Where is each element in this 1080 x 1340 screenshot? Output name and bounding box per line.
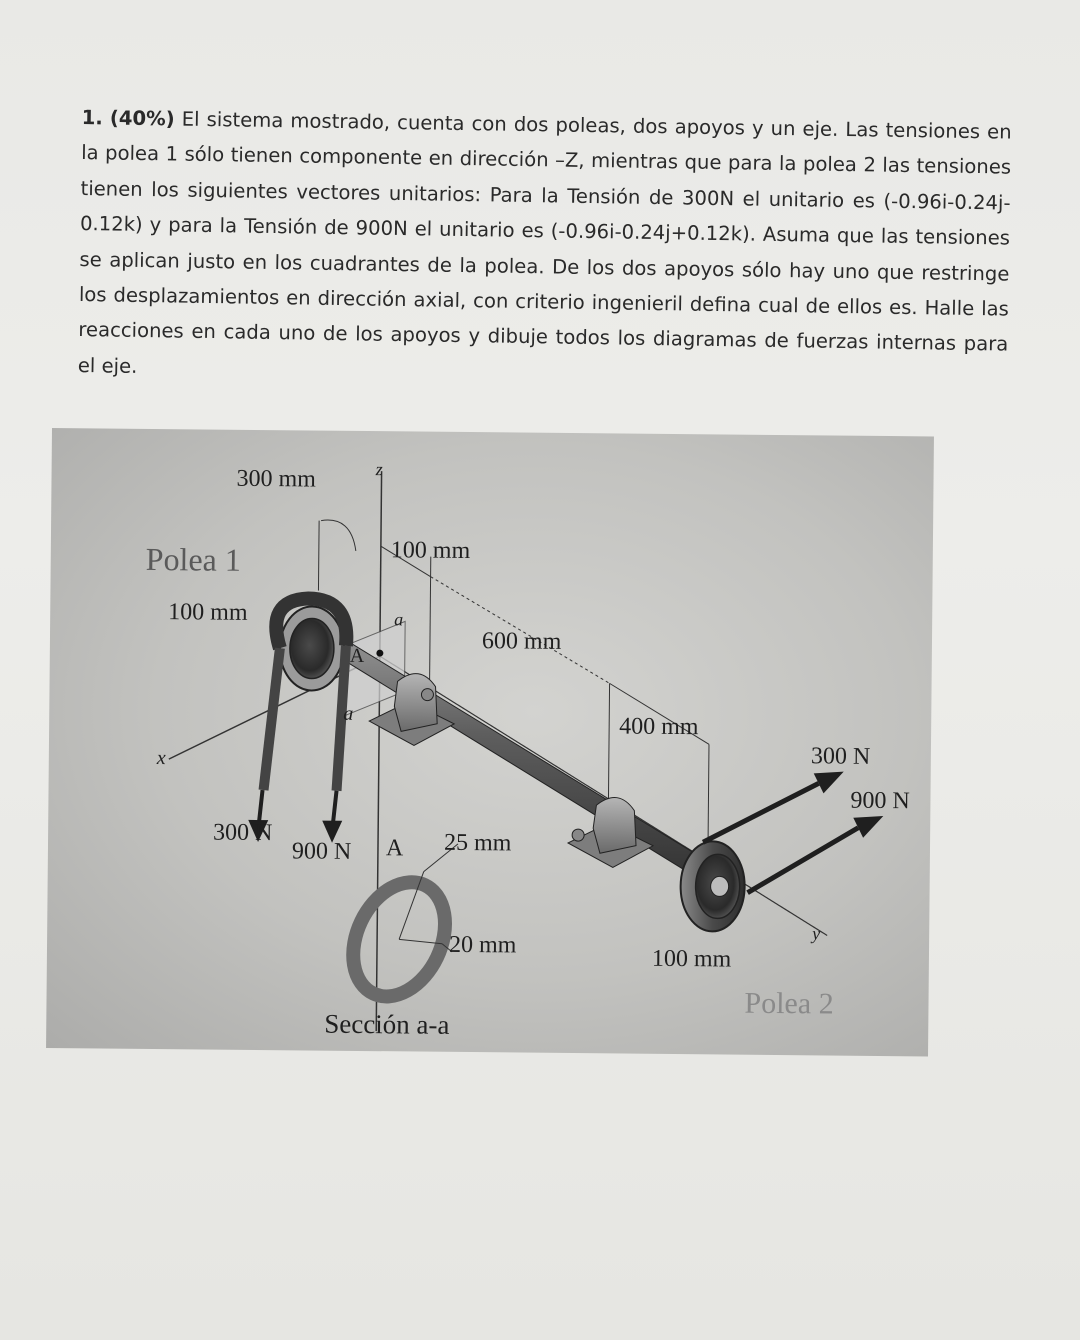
dim-leader-300 [321,520,356,551]
shaft-figure [46,428,934,1056]
label-dim-300: 300 mm [236,465,316,493]
label-force-300-left: 300 N [212,819,273,847]
force-arrow-900-right [748,827,859,894]
label-axis-z: z [375,459,383,480]
ext-line-pulley2 [708,744,709,839]
label-dim-400: 400 mm [619,713,699,741]
shaft [310,626,741,897]
label-section-caption: Sección a-a [324,1008,450,1040]
label-axis-y: y [812,923,821,944]
label-dim-100-left: 100 mm [168,599,248,626]
shaft-drawing [46,428,934,1056]
problem-statement [78,100,1012,398]
label-dim-20: 20 mm [448,931,517,959]
label-section-point-A: A [385,835,404,862]
label-dim-600: 600 mm [481,628,562,655]
label-force-300-right: 300 N [810,743,871,770]
label-pulley2: Polea 2 [744,986,834,1021]
force-arrow-300-right [703,782,819,843]
pulley1-hub [290,618,335,678]
label-section-a-bottom: a [343,702,354,725]
label-section-a-top: a [394,609,404,630]
label-force-900-right: 900 N [850,787,910,815]
label-force-900-left: 900 N [291,838,352,865]
ext-line-pulley1 [318,521,319,591]
y-axis-line [377,656,830,935]
bearing2-bolt [572,829,584,841]
pulley2-center [711,876,729,896]
z-axis-line [376,471,381,1031]
label-dim-25: 25 mm [443,829,512,857]
bearing1-block [394,673,438,731]
problem-weight: (40%) [109,106,175,131]
label-dim-100-top: 100 mm [390,537,471,565]
problem-number: 1. [81,105,103,130]
bearing1-bolt [421,689,433,701]
label-pulley1: Polea 1 [145,540,242,578]
bearing2-block [593,797,637,853]
point-A-marker [376,650,383,657]
label-point-A: A [349,644,365,668]
belt-strand-300 [264,648,280,790]
ext-line-bearing1 [429,557,430,692]
label-axis-x: x [156,747,166,770]
label-dim-100-right: 100 mm [651,945,732,973]
problem-text: El sistema mostrado, cuenta con dos poleas, dos apoyos y un eje. Las tensiones en la polea 1 sólo tienen componente en dirección –Z, mientras que para la polea 2 las tensiones tienen los siguientes vectores unitarios: Para la Tensión de 300N el unitario es (-0.96i-0.24j-0.12k) y para la Tensión de 900N el unitario es (-0.96i-0.24j+0.12k). Asuma que las tensiones se aplican justo en los cuadrantes de la polea. De los dos apoyos sólo hay uno que restringe los desplazamientos en dirección axial, con criterio ingenieril defina cual de ellos es. Halle las reacciones en cada uno de los apoyos y dibuje todos los diagramas de fuerzas internas para el eje. [77,107,1012,378]
